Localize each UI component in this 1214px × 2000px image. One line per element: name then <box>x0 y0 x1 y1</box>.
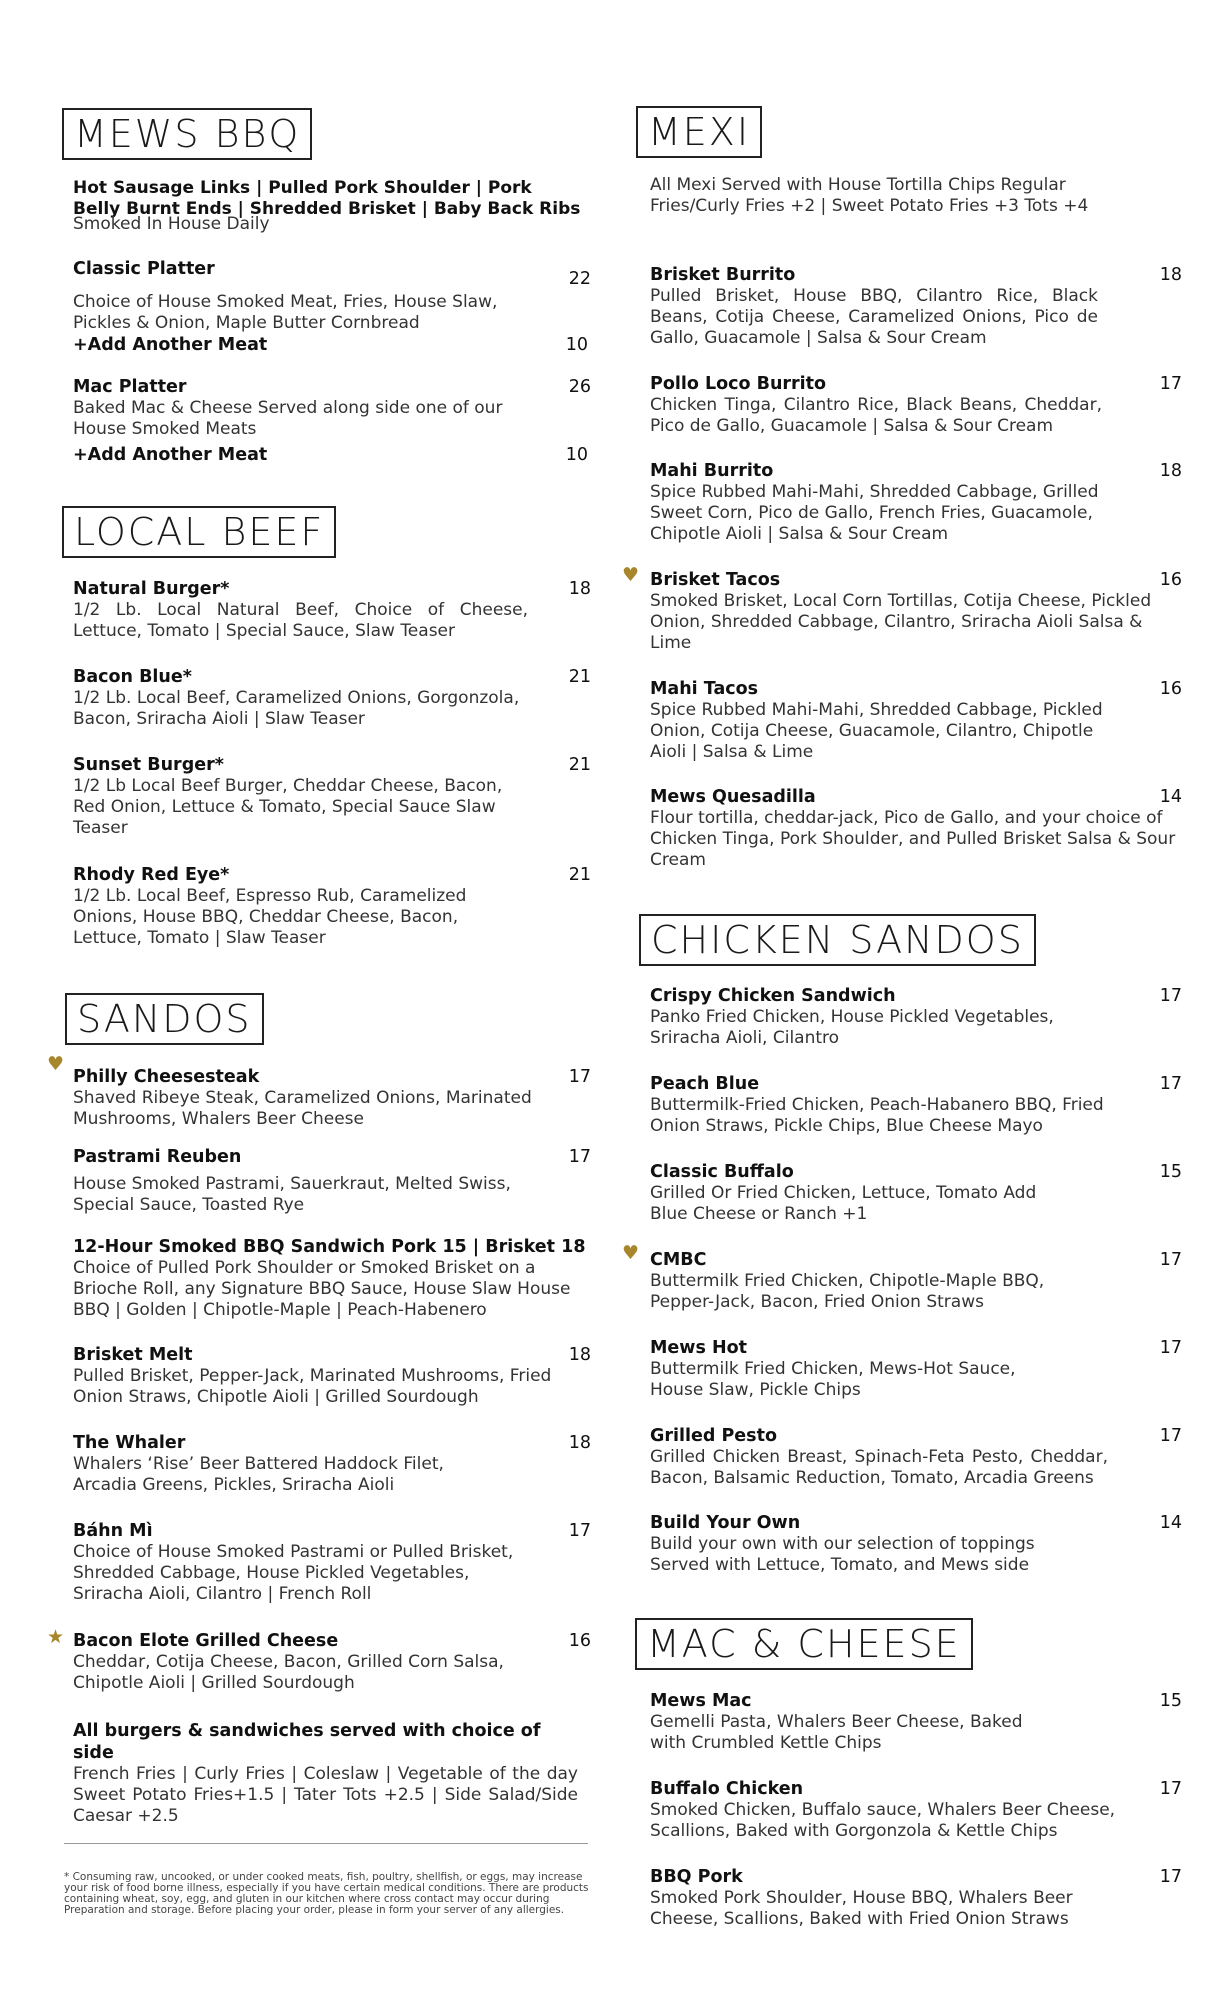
menu-item-brisket-burrito <box>650 264 1182 349</box>
item-name: Brisket Tacos <box>650 570 781 590</box>
item-name: Classic Buffalo <box>650 1162 794 1182</box>
bbq-meat-list: Hot Sausage Links | Pulled Pork Shoulder | Pork Belly Burnt Ends | Shredded Brisket | Baby Back Ribs <box>73 178 581 219</box>
item-name: Mews Hot <box>650 1338 747 1358</box>
item-price: 21 <box>568 865 591 885</box>
item-price: 17 <box>568 1147 591 1167</box>
item-description: Whalers ‘Rise’ Beer Battered Haddock Filet, Arcadia Greens, Pickles, Sriracha Aioli <box>73 1454 444 1495</box>
menu-item-classic-platter <box>73 258 591 334</box>
item-description: House Smoked Pastrami, Sauerkraut, Melted Swiss, Special Sauce, Toasted Rye <box>73 1174 511 1215</box>
menu-item-mac-platter <box>73 376 591 440</box>
item-description: 1/2 Lb. Local Beef, Caramelized Onions, Gorgonzola, Bacon, Sriracha Aioli | Slaw Teaser <box>73 688 520 729</box>
item-price: 14 <box>1159 787 1182 807</box>
menu-item-bacon-elote <box>73 1630 591 1694</box>
bbq-smoked-note: Smoked In House Daily <box>73 214 270 234</box>
item-name: Classic Platter <box>73 259 215 279</box>
menu-item-rhody-red-eye <box>73 864 591 949</box>
item-description: 1/2 Lb. Local Natural Beef, Choice of Cheese, Lettuce, Tomato | Special Sauce, Slaw Teaser <box>73 600 528 641</box>
item-description: Spice Rubbed Mahi-Mahi, Shredded Cabbage, Grilled Sweet Corn, Pico de Gallo, French Fries, Guacamole, Chipotle Aioli | Salsa & Sour Cream <box>650 482 1099 544</box>
item-description: Buttermilk Fried Chicken, Chipotle-Maple BBQ, Pepper-Jack, Bacon, Fried Onion Straws <box>650 1271 1045 1312</box>
menu-item-mews-quesadilla <box>650 786 1182 871</box>
menu-item-the-whaler <box>73 1432 591 1496</box>
item-price: 18 <box>1159 265 1182 285</box>
item-price: 18 <box>568 1345 591 1365</box>
item-price: 16 <box>568 1631 591 1651</box>
item-name: Mac Platter <box>73 377 187 397</box>
item-name: Philly Cheesesteak <box>73 1067 260 1087</box>
menu-item-bbq-sandwich <box>73 1236 591 1321</box>
menu-item-build-your-own <box>650 1512 1182 1576</box>
item-price: 21 <box>568 667 591 687</box>
menu-item-brisket-tacos <box>650 569 1182 654</box>
allergy-disclaimer: * Consuming raw, uncooked, or under cooked meats, fish, poultry, shellfish, or eggs, may increase your risk of food borne illness, especially if you have certain medical conditions. There are products containing wheat, soy, egg, and gluten in our kitchen where cross contact may occur during Preparation and storage. Before placing your order, please in form your server of any allergies. <box>64 1871 589 1916</box>
add-meat-mac <box>73 444 588 466</box>
menu-item-natural-burger <box>73 578 591 642</box>
sides-description: French Fries | Curly Fries | Coleslaw | Vegetable of the day Sweet Potato Fries+1.5 | Tater Tots +2.5 | Side Salad/Side Caesar +2.5 <box>73 1764 578 1826</box>
item-description: Build your own with our selection of toppings Served with Lettuce, Tomato, and Mews side <box>650 1534 1035 1575</box>
item-description: Buttermilk-Fried Chicken, Peach-Habanero BBQ, Fried Onion Straws, Pickle Chips, Blue Cheese Mayo <box>650 1095 1104 1136</box>
menu-item-mahi-burrito <box>650 460 1182 545</box>
item-description: Spice Rubbed Mahi-Mahi, Shredded Cabbage, Pickled Onion, Cotija Cheese, Guacamole, Cilantro, Chipotle Aioli | Salsa & Lime <box>650 700 1103 762</box>
menu-item-mahi-tacos <box>650 678 1182 763</box>
item-price: 17 <box>1159 1867 1182 1887</box>
item-description: Smoked Brisket, Local Corn Tortillas, Cotija Cheese, Pickled Onion, Shredded Cabbage, Cilantro, Sriracha Aioli Salsa & Lime <box>650 591 1152 653</box>
section-title-local-beef: LOCAL BEEF <box>62 506 336 558</box>
menu-item-classic-buffalo <box>650 1161 1182 1225</box>
item-name: Natural Burger* <box>73 579 230 599</box>
item-price: 17 <box>1159 1250 1182 1270</box>
item-name: Grilled Pesto <box>650 1426 777 1446</box>
item-description: Pulled Brisket, House BBQ, Cilantro Rice, Black Beans, Cotija Cheese, Caramelized Onions, Pico de Gallo, Guacamole | Salsa & Sour Cream <box>650 286 1098 348</box>
item-description: 1/2 Lb Local Beef Burger, Cheddar Cheese, Bacon, Red Onion, Lettuce & Tomato, Special Sauce Slaw Teaser <box>73 776 503 838</box>
item-name: Brisket Melt <box>73 1345 193 1365</box>
menu-item-mews-hot <box>650 1337 1182 1401</box>
item-description: Choice of Pulled Pork Shoulder or Smoked Brisket on a Brioche Roll, any Signature BBQ Sauce, House Slaw House BBQ | Golden | Chipotle-Maple | Peach-Habenero <box>73 1258 571 1320</box>
item-description: Shaved Ribeye Steak, Caramelized Onions, Marinated Mushrooms, Whalers Beer Cheese <box>73 1088 532 1129</box>
menu-item-philly-cheesesteak <box>73 1066 591 1130</box>
add-meat-price: 10 <box>565 445 588 465</box>
add-meat-price: 10 <box>565 335 588 355</box>
item-price: 26 <box>568 377 591 397</box>
item-description: Pulled Brisket, Pepper-Jack, Marinated Mushrooms, Fried Onion Straws, Chipotle Aioli | Grilled Sourdough <box>73 1366 552 1407</box>
item-name: BBQ Pork <box>650 1867 743 1887</box>
mexi-note: All Mexi Served with House Tortilla Chips Regular Fries/Curly Fries +2 | Sweet Potato Fries +3 Tots +4 <box>650 175 1089 216</box>
item-name: Buffalo Chicken <box>650 1779 804 1799</box>
item-price: 15 <box>1159 1691 1182 1711</box>
item-description: Grilled Chicken Breast, Spinach-Feta Pesto, Cheddar, Bacon, Balsamic Reduction, Tomato, Arcadia Greens <box>650 1447 1108 1488</box>
heart-icon: ♥ <box>47 1053 65 1075</box>
item-description: 1/2 Lb. Local Beef, Espresso Rub, Caramelized Onions, House BBQ, Cheddar Cheese, Bacon, Lettuce, Tomato | Slaw Teaser <box>73 886 467 948</box>
item-name: The Whaler <box>73 1433 186 1453</box>
menu-item-bahn-mi <box>73 1520 591 1605</box>
item-description: Smoked Pork Shoulder, House BBQ, Whalers Beer Cheese, Scallions, Baked with Fried Onion Straws <box>650 1888 1073 1929</box>
section-title-mexi: MEXI <box>636 106 762 158</box>
item-price: 22 <box>568 269 591 289</box>
item-price: 17 <box>1159 374 1182 394</box>
item-price: 17 <box>568 1067 591 1087</box>
item-price: 16 <box>1159 679 1182 699</box>
menu-item-cmbc <box>650 1249 1182 1313</box>
item-price: 17 <box>1159 1338 1182 1358</box>
menu-item-bbq-pork <box>650 1866 1182 1930</box>
item-name: 12-Hour Smoked BBQ Sandwich Pork 15 | Brisket 18 <box>73 1237 586 1257</box>
sides-info <box>73 1720 578 1827</box>
item-name: Bacon Blue* <box>73 667 192 687</box>
item-price: 14 <box>1159 1513 1182 1533</box>
item-name: Crispy Chicken Sandwich <box>650 986 896 1006</box>
item-description: Choice of House Smoked Pastrami or Pulled Brisket, Shredded Cabbage, House Pickled Vegetables, Sriracha Aioli, Cilantro | French Roll <box>73 1542 514 1604</box>
section-title-sandos: SANDOS <box>65 993 264 1045</box>
item-price: 21 <box>568 755 591 775</box>
section-title-mac-cheese: MAC & CHEESE <box>635 1618 973 1670</box>
add-meat-label: +Add Another Meat <box>73 335 268 355</box>
star-icon: ★ <box>47 1626 65 1648</box>
sides-title: All burgers & sandwiches served with choice of side <box>73 1721 541 1763</box>
heart-icon: ♥ <box>622 564 640 586</box>
item-price: 16 <box>1159 570 1182 590</box>
item-price: 17 <box>568 1521 591 1541</box>
menu-item-grilled-pesto <box>650 1425 1182 1489</box>
item-description: Chicken Tinga, Cilantro Rice, Black Beans, Cheddar, Pico de Gallo, Guacamole | Salsa & Sour Cream <box>650 395 1102 436</box>
item-name: Build Your Own <box>650 1513 801 1533</box>
item-name: Pastrami Reuben <box>73 1147 242 1167</box>
section-title-chicken-sandos: CHICKEN SANDOS <box>639 914 1036 966</box>
item-name: Mews Quesadilla <box>650 787 816 807</box>
item-description: Choice of House Smoked Meat, Fries, House Slaw, Pickles & Onion, Maple Butter Cornbread <box>73 292 498 333</box>
menu-item-mews-mac <box>650 1690 1182 1754</box>
menu-item-brisket-melt <box>73 1344 591 1408</box>
item-description: Grilled Or Fried Chicken, Lettuce, Tomato Add Blue Cheese or Ranch +1 <box>650 1183 1037 1224</box>
heart-icon: ♥ <box>622 1242 640 1264</box>
item-name: Sunset Burger* <box>73 755 224 775</box>
item-name: Rhody Red Eye* <box>73 865 230 885</box>
add-meat-classic <box>73 334 588 356</box>
item-name: Peach Blue <box>650 1074 760 1094</box>
item-price: 18 <box>568 1433 591 1453</box>
section-title-mews-bbq: MEWS BBQ <box>62 108 312 160</box>
item-price: 18 <box>1159 461 1182 481</box>
item-description: Smoked Chicken, Buffalo sauce, Whalers Beer Cheese, Scallions, Baked with Gorgonzola & Kettle Chips <box>650 1800 1116 1841</box>
item-description: Baked Mac & Cheese Served along side one of our House Smoked Meats <box>73 398 503 439</box>
menu-item-crispy-chicken <box>650 985 1182 1049</box>
item-price: 17 <box>1159 1779 1182 1799</box>
item-price: 18 <box>568 579 591 599</box>
item-name: Mews Mac <box>650 1691 752 1711</box>
footer-divider <box>64 1843 588 1844</box>
item-price: 15 <box>1159 1162 1182 1182</box>
item-name: Mahi Burrito <box>650 461 774 481</box>
add-meat-label: +Add Another Meat <box>73 445 268 465</box>
item-name: Bacon Elote Grilled Cheese <box>73 1631 339 1651</box>
item-description: Flour tortilla, cheddar-jack, Pico de Gallo, and your choice of Chicken Tinga, Pork Shoulder, and Pulled Brisket Salsa & Sour Cream <box>650 808 1176 870</box>
item-name: Pollo Loco Burrito <box>650 374 827 394</box>
menu-item-bacon-blue <box>73 666 591 730</box>
menu-item-sunset-burger <box>73 754 591 839</box>
menu-item-peach-blue <box>650 1073 1182 1137</box>
item-price: 17 <box>1159 1074 1182 1094</box>
item-name: Brisket Burrito <box>650 265 796 285</box>
item-description: Panko Fried Chicken, House Pickled Vegetables, Sriracha Aioli, Cilantro <box>650 1007 1054 1048</box>
item-description: Gemelli Pasta, Whalers Beer Cheese, Baked with Crumbled Kettle Chips <box>650 1712 1023 1753</box>
menu-item-pastrami-reuben <box>73 1146 591 1216</box>
item-name: Mahi Tacos <box>650 679 759 699</box>
item-name: CMBC <box>650 1250 707 1270</box>
item-name: Báhn Mì <box>73 1521 153 1541</box>
menu-item-pollo-loco-burrito <box>650 373 1182 437</box>
item-price: 17 <box>1159 1426 1182 1446</box>
item-price: 17 <box>1159 986 1182 1006</box>
item-description: Cheddar, Cotija Cheese, Bacon, Grilled Corn Salsa, Chipotle Aioli | Grilled Sourdough <box>73 1652 504 1693</box>
item-description: Buttermilk Fried Chicken, Mews-Hot Sauce, House Slaw, Pickle Chips <box>650 1359 1016 1400</box>
menu-item-buffalo-chicken <box>650 1778 1182 1842</box>
